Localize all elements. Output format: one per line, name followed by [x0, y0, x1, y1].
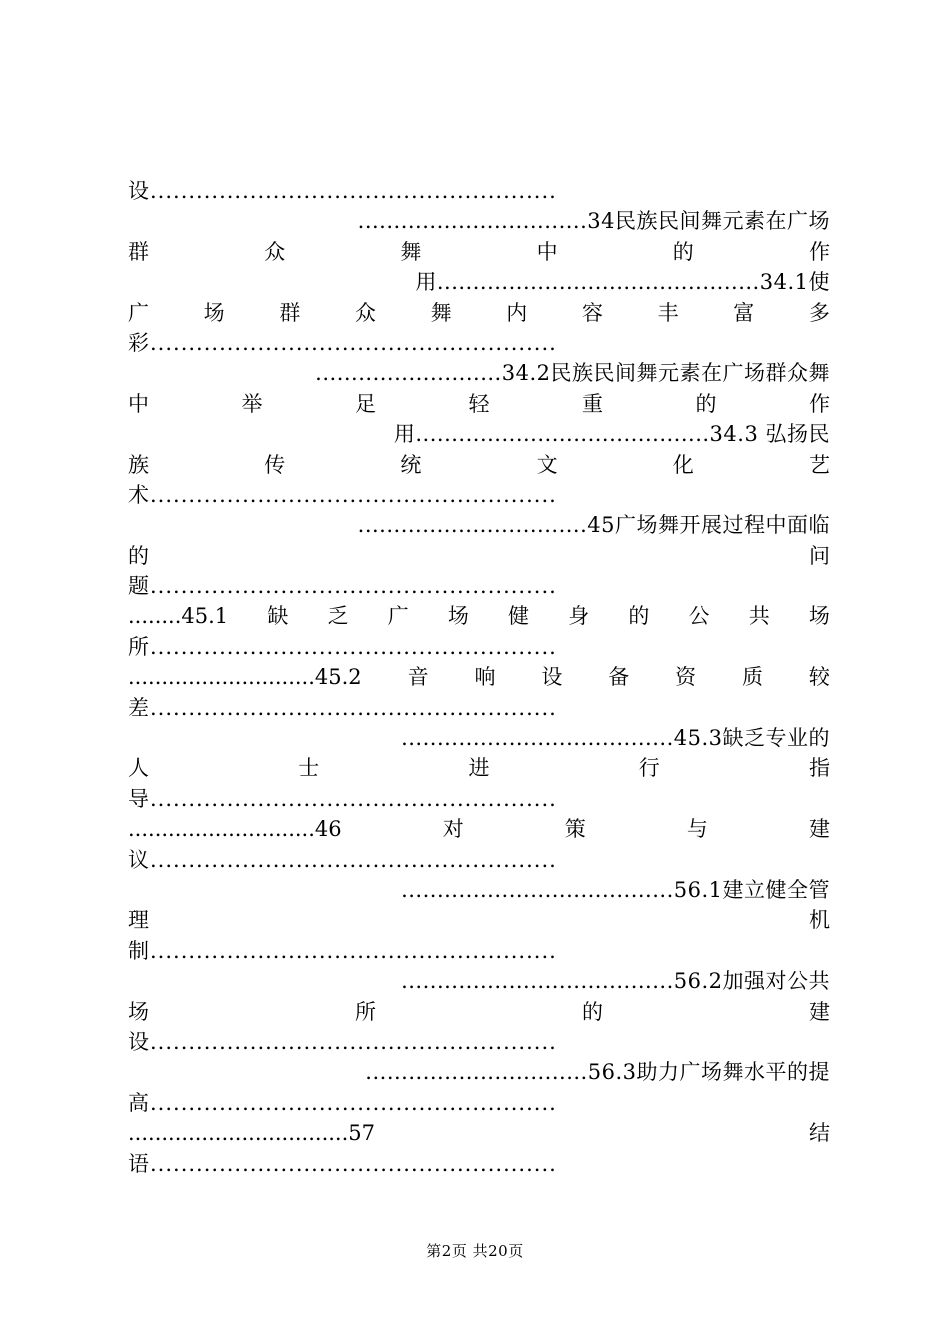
toc-text: 建 [808, 817, 830, 842]
toc-text: 群 [279, 300, 301, 325]
toc-text: 进 [468, 756, 490, 781]
toc-text: 公 [688, 604, 710, 629]
toc-text: 较 [808, 665, 830, 690]
toc-text: .................................57 [128, 1121, 376, 1146]
toc-line [128, 693, 830, 723]
toc-text: 导..................................................... [128, 786, 557, 811]
toc-line [128, 1118, 830, 1148]
toc-text: 音 [407, 665, 429, 690]
toc-text: 作 [808, 239, 830, 264]
toc-text: 士 [298, 756, 320, 781]
toc-line [128, 1057, 830, 1087]
toc-text: 的 [672, 239, 694, 264]
toc-line [128, 206, 830, 236]
toc-text: 缺 [267, 604, 289, 629]
toc-text: 的 [128, 543, 149, 568]
toc-text: 身 [568, 604, 590, 629]
toc-text: 中 [128, 391, 149, 416]
toc-text: 丰 [657, 300, 679, 325]
toc-text: 用.........................................34.3 弘扬民 [393, 422, 830, 447]
toc-text: 中 [536, 239, 558, 264]
toc-text: 用.............................................34.1使 [415, 270, 830, 295]
toc-text: 备 [608, 665, 630, 690]
toc-text: ...............................56.3助力广场舞水平的提 [365, 1060, 830, 1085]
toc-text: ......................................56.2加强对公共 [401, 969, 830, 994]
toc-text: ..........................34.2民族民间舞元素在广场群众舞 [315, 361, 830, 386]
toc-line [128, 662, 830, 692]
toc-text: 行 [638, 756, 660, 781]
toc-text: ............................46 [128, 817, 342, 842]
toc-line [128, 1149, 830, 1179]
toc-text: 众 [354, 300, 376, 325]
toc-text: 的 [628, 604, 650, 629]
toc-text: 议..................................................... [128, 847, 557, 872]
toc-line [128, 875, 830, 905]
toc-line [128, 632, 830, 662]
toc-text: 重 [582, 391, 603, 416]
toc-text: 族 [128, 452, 149, 477]
toc-line [128, 389, 830, 419]
toc-text: 题..................................................... [128, 574, 557, 599]
toc-text: 举 [241, 391, 263, 416]
toc-text: 差..................................................... [128, 695, 557, 720]
toc-text: 场 [128, 999, 149, 1024]
toc-text: 传 [264, 452, 286, 477]
toc-text: 彩..................................................... [128, 330, 557, 355]
toc-text: 场 [808, 604, 830, 629]
toc-line [128, 753, 830, 783]
toc-text: ............................45.2 [128, 665, 362, 690]
toc-line [128, 267, 830, 297]
toc-text: 指 [809, 756, 830, 781]
toc-line [128, 480, 830, 510]
toc-line [128, 358, 830, 388]
toc-text: 多 [808, 300, 830, 325]
toc-text: 设 [541, 665, 563, 690]
toc-text: ................................34民族民间舞元素在广场 [357, 209, 830, 234]
toc-line [128, 601, 830, 631]
toc-line [128, 328, 830, 358]
toc-text: ......................................45.3缺乏专业的 [401, 726, 830, 751]
toc-text: 健 [508, 604, 530, 629]
toc-text: 富 [733, 300, 755, 325]
toc-line [128, 510, 830, 540]
toc-text: 的 [582, 999, 603, 1024]
toc-line [128, 571, 830, 601]
toc-line [128, 298, 830, 328]
toc-line [128, 723, 830, 753]
toc-text: 内 [506, 300, 528, 325]
toc-text: 舞 [400, 239, 422, 264]
toc-text: 场 [447, 604, 469, 629]
toc-text: 设..................................................... [128, 1029, 557, 1054]
toc-text: 乏 [327, 604, 349, 629]
toc-text: 群 [128, 239, 149, 264]
toc-line [128, 845, 830, 875]
toc-text: 机 [809, 908, 830, 933]
toc-text: ......................................56.1建立健全管 [401, 877, 830, 902]
toc-text: 与 [686, 817, 708, 842]
toc-text: 足 [355, 391, 376, 416]
toc-text: 质 [742, 665, 764, 690]
toc-line [128, 176, 830, 206]
toc-text: 艺 [808, 452, 830, 477]
toc-text: 人 [128, 756, 149, 781]
toc-text: 问 [809, 543, 830, 568]
toc-line [128, 1088, 830, 1118]
toc-line [128, 966, 830, 996]
toc-text: 的 [695, 391, 717, 416]
toc-text: 高..................................................... [128, 1090, 557, 1115]
toc-text: 作 [809, 391, 830, 416]
toc-text: 统 [400, 452, 422, 477]
toc-text: 资 [675, 665, 697, 690]
toc-line [128, 936, 830, 966]
toc-text: 设..................................................... [128, 179, 557, 203]
toc-text: 术..................................................... [128, 482, 557, 507]
toc-text: 策 [564, 817, 586, 842]
toc-text: 广 [387, 604, 409, 629]
toc-text: 文 [536, 452, 558, 477]
toc-text: 场 [203, 300, 225, 325]
toc-text: 语..................................................... [128, 1151, 557, 1176]
page-footer: 第2页 共20页 [426, 1242, 524, 1260]
toc-line [128, 784, 830, 814]
toc-text: 结 [809, 1121, 830, 1146]
toc-text: 响 [474, 665, 496, 690]
table-of-contents [128, 176, 830, 1179]
toc-line [128, 419, 830, 449]
toc-text: 众 [264, 239, 286, 264]
toc-line [128, 1027, 830, 1057]
toc-text: 对 [442, 817, 464, 842]
toc-text: 舞 [430, 300, 452, 325]
toc-line [128, 237, 830, 267]
toc-text: 共 [748, 604, 770, 629]
toc-text: 制..................................................... [128, 938, 557, 963]
toc-text: 所 [355, 999, 376, 1024]
toc-text: 化 [672, 452, 694, 477]
toc-text: 理 [128, 908, 149, 933]
toc-text: 建 [809, 999, 830, 1024]
toc-line [128, 541, 830, 571]
toc-text: 所..................................................... [128, 634, 557, 659]
toc-line [128, 450, 830, 480]
toc-text: 轻 [468, 391, 490, 416]
toc-text: 广 [128, 300, 149, 325]
toc-text: 容 [581, 300, 603, 325]
toc-text: ................................45广场舞开展过程中面临 [357, 513, 830, 538]
toc-line [128, 814, 830, 844]
toc-line [128, 905, 830, 935]
toc-text: ........45.1 [128, 604, 229, 629]
toc-line [128, 997, 830, 1027]
